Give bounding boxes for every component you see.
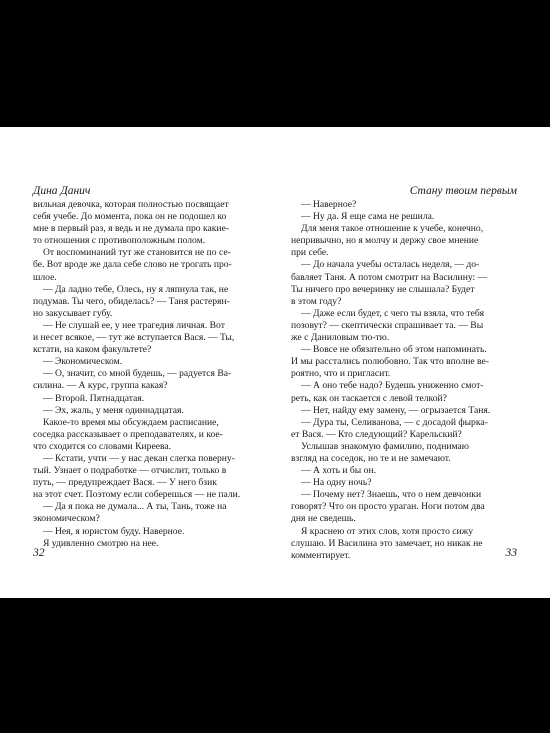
text-line: силина. — А курс, группа какая?: [33, 380, 168, 392]
text-line: непривычно, но я молчу и держу свое мнение: [291, 235, 479, 247]
text-line: мне в первый раз, я ведь и не думала про какие-: [33, 223, 230, 235]
text-line: при себе.: [291, 247, 329, 259]
text-line: взгляд на соседок, но те и не замечают.: [291, 452, 451, 464]
text-line: ет Вася. — Кто следующий? Карельский?: [291, 428, 462, 440]
text-line: Какое-то время мы обсуждаем расписание,: [43, 416, 219, 428]
text-line: в этом году?: [291, 295, 342, 307]
text-line: комментирует.: [291, 549, 351, 561]
text-line: но закусывает губу.: [33, 307, 113, 319]
text-line: — Даже если будет, с чего ты взяла, что тебя: [301, 307, 484, 319]
page-number-right: 33: [505, 547, 517, 559]
text-line: позовут? — скептически спрашивает та. — Вы: [291, 319, 484, 331]
text-line: — О, значит, со мной будешь, — радуется Ва-: [43, 368, 232, 380]
left-page: [33, 127, 259, 598]
text-line: соседка рассказывает о преподавателях, и кое-: [33, 428, 223, 440]
text-line: вильная девочка, которая полностью посвящает: [33, 199, 229, 210]
text-line: От воспоминаний тут же становится не по се-: [43, 247, 231, 259]
text-line: — Не слушай ее, у нее трагедия личная. Вот: [43, 319, 225, 331]
text-line: — Да я пока не думала... А ты, Тань, тоже на: [43, 501, 227, 513]
text-line: — Вовсе не обязательно об этом напоминать.: [301, 344, 487, 356]
left-page-text: [33, 199, 259, 550]
text-line: бе. Вот вроде же дала себе слово не трогать про-: [33, 259, 232, 271]
text-line: на этот счет. Поэтому если соберешься — не пали.: [33, 489, 241, 501]
page-number-left: 32: [33, 547, 45, 559]
text-line: — Экономическом.: [43, 356, 123, 368]
book-spread: [0, 127, 550, 598]
text-line: говорят? Что он просто ураган. Ноги потом два: [291, 501, 485, 513]
text-line: — На одну ночь?: [301, 477, 372, 489]
right-page-text: [291, 199, 517, 562]
text-line: — Нет, найду ему замену, — огрызается Таня.: [301, 404, 491, 416]
text-line: — Да ладно тебе, Олесь, ну я ляпнула так, не: [43, 283, 229, 295]
text-line: то отношения с противоположным полом.: [33, 235, 206, 247]
text-line: подумав. Ты чего, обиделась? — Таня растерян-: [33, 295, 230, 307]
text-line: экономическом?: [33, 513, 100, 525]
text-line: — Эх, жаль, у меня одиннадцатая.: [43, 404, 184, 416]
text-line: — Кстати, учти — у нас декан слегка поверну-: [43, 452, 235, 464]
text-line: — А хоть и бы он.: [301, 465, 376, 477]
running-header-author: Дина Данич: [33, 185, 91, 197]
text-line: себя учебе. До момента, пока он не подошел ко: [33, 211, 227, 223]
text-line: Я краснею от этих слов, хотя просто сижу: [301, 525, 474, 537]
text-line: шлое.: [33, 271, 57, 283]
text-line: — Нея, я юристом буду. Наверное.: [43, 525, 185, 537]
text-line: слушаю. И Василина это замечает, но никак не: [291, 537, 483, 549]
text-line: — Почему нет? Знаешь, что о нем девчонки: [301, 489, 482, 501]
text-line: роятно, что и пригласит.: [291, 368, 391, 380]
text-line: И мы расстались полюбовно. Так что вполне ве-: [291, 356, 489, 368]
text-line: бавляет Таня. А потом смотрит на Василину: —: [291, 271, 488, 283]
text-line: что сходится со словами Киреева.: [33, 440, 172, 452]
right-page: [291, 127, 517, 598]
text-line: — Ну да. Я еще сама не решила.: [301, 211, 435, 223]
text-line: — До начала учебы осталась неделя, — до-: [301, 259, 480, 271]
text-line: же с Даниловым тю-тю.: [291, 332, 390, 344]
text-line: и несет всякое, — тут же вступается Вася. — Ты,: [33, 332, 235, 344]
running-header-title: Стану твоим первым: [409, 185, 517, 197]
text-line: путь, — предупреждает Вася. — У него бзик: [33, 477, 217, 489]
text-line: — Наверное?: [301, 199, 357, 210]
text-line: реть, как он таскается с левой телкой?: [291, 392, 447, 404]
text-line: Я удивленно смотрю на нее.: [43, 537, 159, 549]
text-line: — А оно тебе надо? Будешь униженно смот-: [301, 380, 484, 392]
text-line: Ты ничего про вечеринку не слышала? Будет: [291, 283, 475, 295]
text-line: — Дура ты, Селиванова, — с досадой фырка-: [301, 416, 488, 428]
text-line: Для меня такое отношение к учебе, конечно,: [301, 223, 484, 235]
text-line: кстати, на каком факультете?: [33, 344, 152, 356]
text-line: — Второй. Пятнадцатая.: [43, 392, 145, 404]
text-line: тый. Узнает о подработке — отчислит, только в: [33, 465, 227, 477]
text-line: Услышав знакомую фамилию, поднимаю: [301, 440, 469, 452]
text-line: дня не сведешь.: [291, 513, 356, 525]
